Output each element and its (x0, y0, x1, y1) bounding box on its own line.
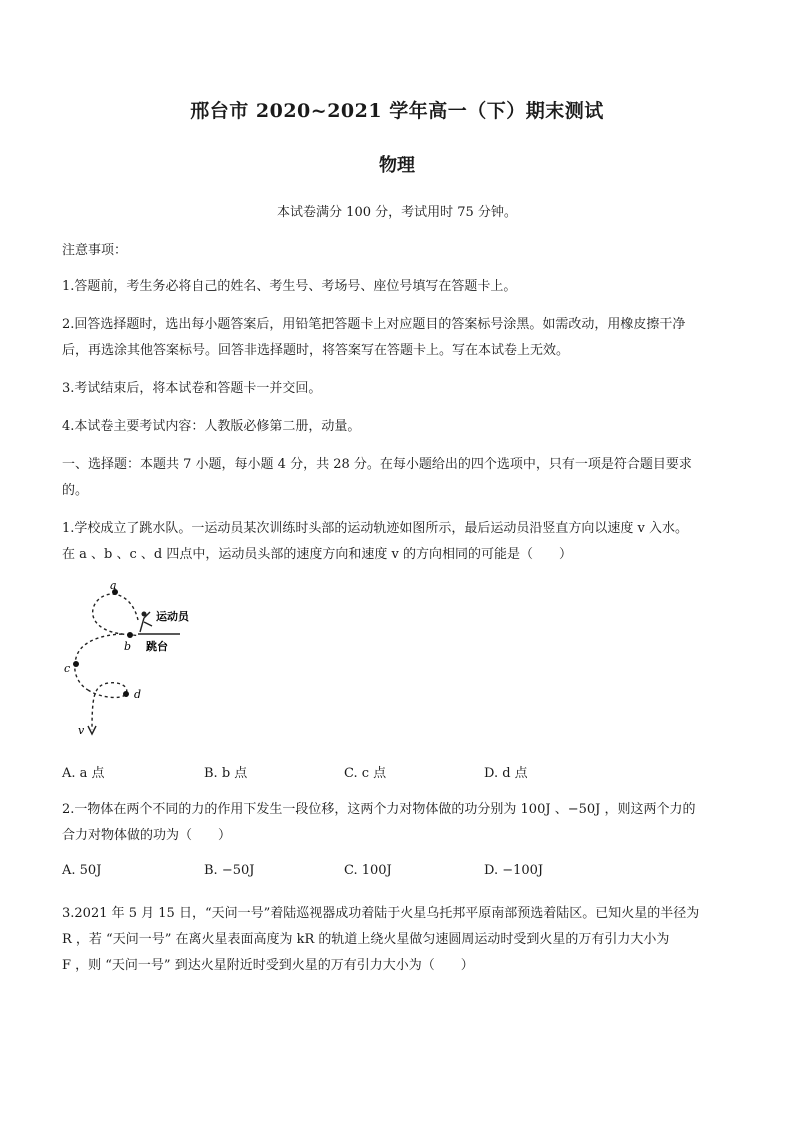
diving-trajectory-figure (60, 580, 220, 740)
notice-item-3: 3.考试结束后，将本试卷和答题卡一并交回。 (62, 381, 322, 396)
notice-item-2-line-1: 2.回答选择题时，选出每小题答案后，用铅笔把答题卡上对应题目的答案标号涂黑。如需改动，用橡皮擦干净 (62, 317, 686, 332)
section-1-line-1: 一、选择题：本题共 7 小题，每小题 4 分，共 28 分。在每小题给出的四个选项中，只有一项是符合题目要求 (62, 457, 692, 472)
point-c (73, 661, 79, 667)
q2-option-d[interactable]: D. −100J (484, 863, 544, 878)
point-d (123, 691, 129, 697)
trajectory-big-loop (75, 634, 122, 690)
q1-option-d[interactable]: D. d 点 (484, 766, 528, 781)
q1-options (62, 762, 742, 782)
label-athlete: 运动员 (156, 610, 189, 623)
q2-line-1: 2.一物体在两个不同的力的作用下发生一段位移，这两个力对物体做的功分别为 100J 、−50J ，则这两个力的 (62, 802, 696, 817)
q2-option-c[interactable]: C. 100J (344, 863, 392, 878)
label-v: v (78, 724, 85, 737)
athlete-icon (140, 612, 152, 633)
notice-item-4: 4.本试卷主要考试内容：人教版必修第二册，动量。 (62, 419, 361, 434)
point-b (127, 632, 133, 638)
label-platform: 跳台 (146, 640, 168, 653)
trajectory-upper-loop (93, 594, 138, 636)
q2-option-a[interactable]: A. 50J (62, 863, 102, 878)
q2-options (62, 863, 742, 883)
q3-line-2: R ，若 “天问一号” 在离火星表面高度为 kR 的轨道上绕火星做匀速圆周运动时受到火星的万有引力大小为 (62, 932, 670, 947)
q2-line-2: 合力对物体做的功为（ ） (62, 828, 232, 843)
notice-heading: 注意事项： (62, 243, 128, 258)
q3-line-1: 3.2021 年 5 月 15 日，“天问一号”着陆巡视器成功着陆于火星乌托邦平原南部预选着陆区。已知火星的半径为 (62, 906, 700, 921)
q1-line-1: 1.学校成立了跳水队。一运动员某次训练时头部的运动轨迹如图所示，最后运动员沿竖直方向以速度 v 入水。 (62, 521, 689, 536)
exam-info: 本试卷满分 100 分，考试用时 75 分钟。 (277, 205, 517, 220)
notice-item-2-line-2: 后，再选涂其他答案标号。回答非选择题时，将答案写在答题卡上。写在本试卷上无效。 (62, 343, 570, 358)
q3-line-3: F ，则 “天问一号” 到达火星附近时受到火星的万有引力大小为（ ） (62, 958, 474, 973)
label-b: b (124, 640, 132, 653)
q1-option-c[interactable]: C. c 点 (344, 766, 387, 781)
q2-option-b[interactable]: B. −50J (204, 863, 255, 878)
notice-item-1: 1.答题前，考生务必将自己的姓名、考生号、考场号、座位号填写在答题卡上。 (62, 279, 517, 294)
q1-option-b[interactable]: B. b 点 (204, 766, 248, 781)
label-d: d (134, 688, 142, 701)
label-a: a (110, 580, 117, 592)
trajectory-lower-loop (88, 683, 127, 730)
q1-option-a[interactable]: A. a 点 (62, 766, 105, 781)
q1-line-2: 在 a 、b 、c 、d 四点中，运动员头部的速度方向和速度 v 的方向相同的可能是（ ） (62, 547, 572, 562)
subject-title: 物理 (379, 155, 415, 176)
section-1-line-2: 的。 (62, 483, 89, 498)
label-c: c (64, 662, 71, 675)
exam-title: 邢台市 2020~2021 学年高一（下）期末测试 (190, 100, 604, 122)
